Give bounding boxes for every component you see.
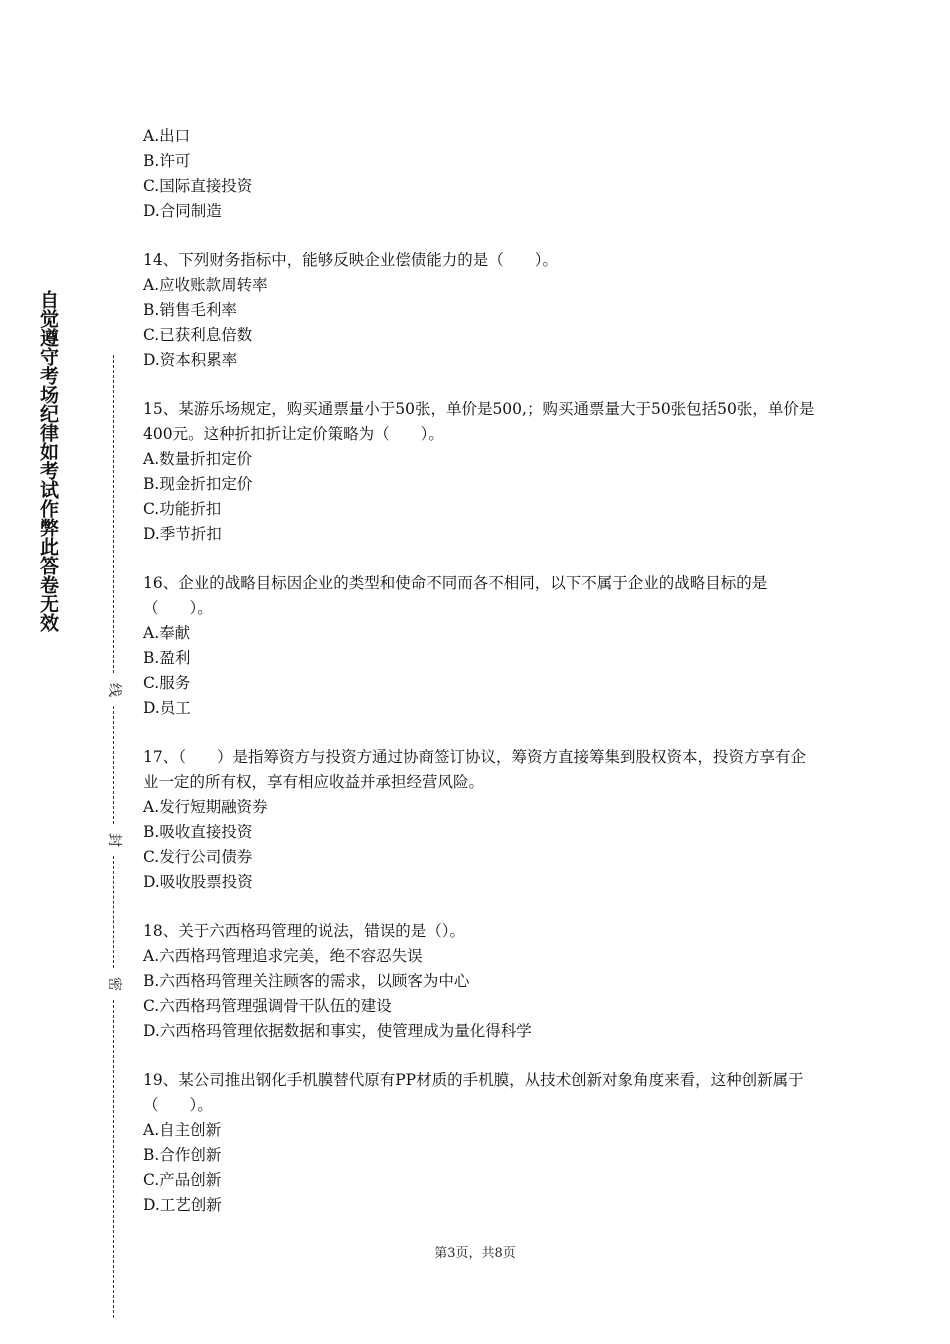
option-d: D.季节折扣 [143,525,222,543]
binding-label-line: 线 [106,683,122,697]
option-d: D.工艺创新 [143,1196,222,1214]
question-14 [143,248,815,373]
binding-line-segment [113,1000,114,1318]
question-19 [143,1068,815,1218]
option-list [143,621,815,721]
option-d: D.吸收股票投资 [143,873,253,891]
option-b: B.盈利 [143,649,191,667]
question-text: 17、（ ）是指筹资方与投资方通过协商签订协议，筹资方直接筹集到股权资本，投资方享有企业一定的所有权，享有相应收益并承担经营风险。 [143,748,806,791]
option-c: C.产品创新 [143,1171,222,1189]
option-b: B.吸收直接投资 [143,823,253,841]
option-c: C.国际直接投资 [143,177,253,195]
option-list [143,944,815,1044]
option-d: D.合同制造 [143,202,222,220]
question-17 [143,745,815,895]
option-c: C.六西格玛管理强调骨干队伍的建设 [143,997,392,1015]
question-text: 16、企业的战略目标因企业的类型和使命不同而各不相同，以下不属于企业的战略目标的是（ ）。 [143,574,768,617]
exam-content [143,124,815,1242]
option-list [143,447,815,547]
question-16 [143,571,815,721]
exam-discipline-notice: 自觉遵守考场纪律如考试作弊此答卷无效 [37,290,59,632]
option-b: B.六西格玛管理关注顾客的需求，以顾客为中心 [143,972,470,990]
option-a: A.奉献 [143,624,191,642]
binding-label-seal: 封 [106,833,122,847]
option-b: B.许可 [143,152,191,170]
binding-line-segment [113,856,114,968]
question-18 [143,919,815,1044]
option-c: C.发行公司债券 [143,848,253,866]
binding-label-secret: 密 [106,977,122,991]
option-list [143,795,815,895]
question-text: 15、某游乐场规定，购买通票量小于50张，单价是500,；购买通票量大于50张包括50张，单价是400元。这种折扣折让定价策略为（ ）。 [143,400,815,443]
option-a: A.六西格玛管理追求完美，绝不容忍失误 [143,947,423,965]
option-c: C.功能折扣 [143,500,222,518]
question-text: 19、某公司推出钢化手机膜替代原有PP材质的手机膜，从技术创新对象角度来看，这种创新属于（ ）。 [143,1071,804,1114]
binding-line-segment [113,706,114,824]
question-text: 14、下列财务指标中，能够反映企业偿债能力的是（ ）。 [143,251,558,269]
option-a: A.应收账款周转率 [143,276,268,294]
option-a: A.出口 [143,127,191,145]
option-b: B.现金折扣定价 [143,475,253,493]
option-a: A.自主创新 [143,1121,222,1139]
option-list [143,273,815,373]
option-list [143,1118,815,1218]
option-d: D.资本积累率 [143,351,238,369]
option-a: A.发行短期融资券 [143,798,268,816]
question-15 [143,397,815,547]
binding-line-segment [113,355,114,673]
page-number: 第3页，共8页 [434,1246,516,1261]
option-c: C.服务 [143,674,191,692]
option-d: D.六西格玛管理依据数据和事实，使管理成为量化得科学 [143,1022,532,1040]
option-d: D.员工 [143,699,191,717]
question-text: 18、关于六西格玛管理的说法，错误的是（）。 [143,922,465,940]
option-b: B.合作创新 [143,1146,222,1164]
option-c: C.已获利息倍数 [143,326,253,344]
option-b: B.销售毛利率 [143,301,237,319]
question-13-continued [143,124,815,224]
option-list [143,124,815,224]
option-a: A.数量折扣定价 [143,450,253,468]
